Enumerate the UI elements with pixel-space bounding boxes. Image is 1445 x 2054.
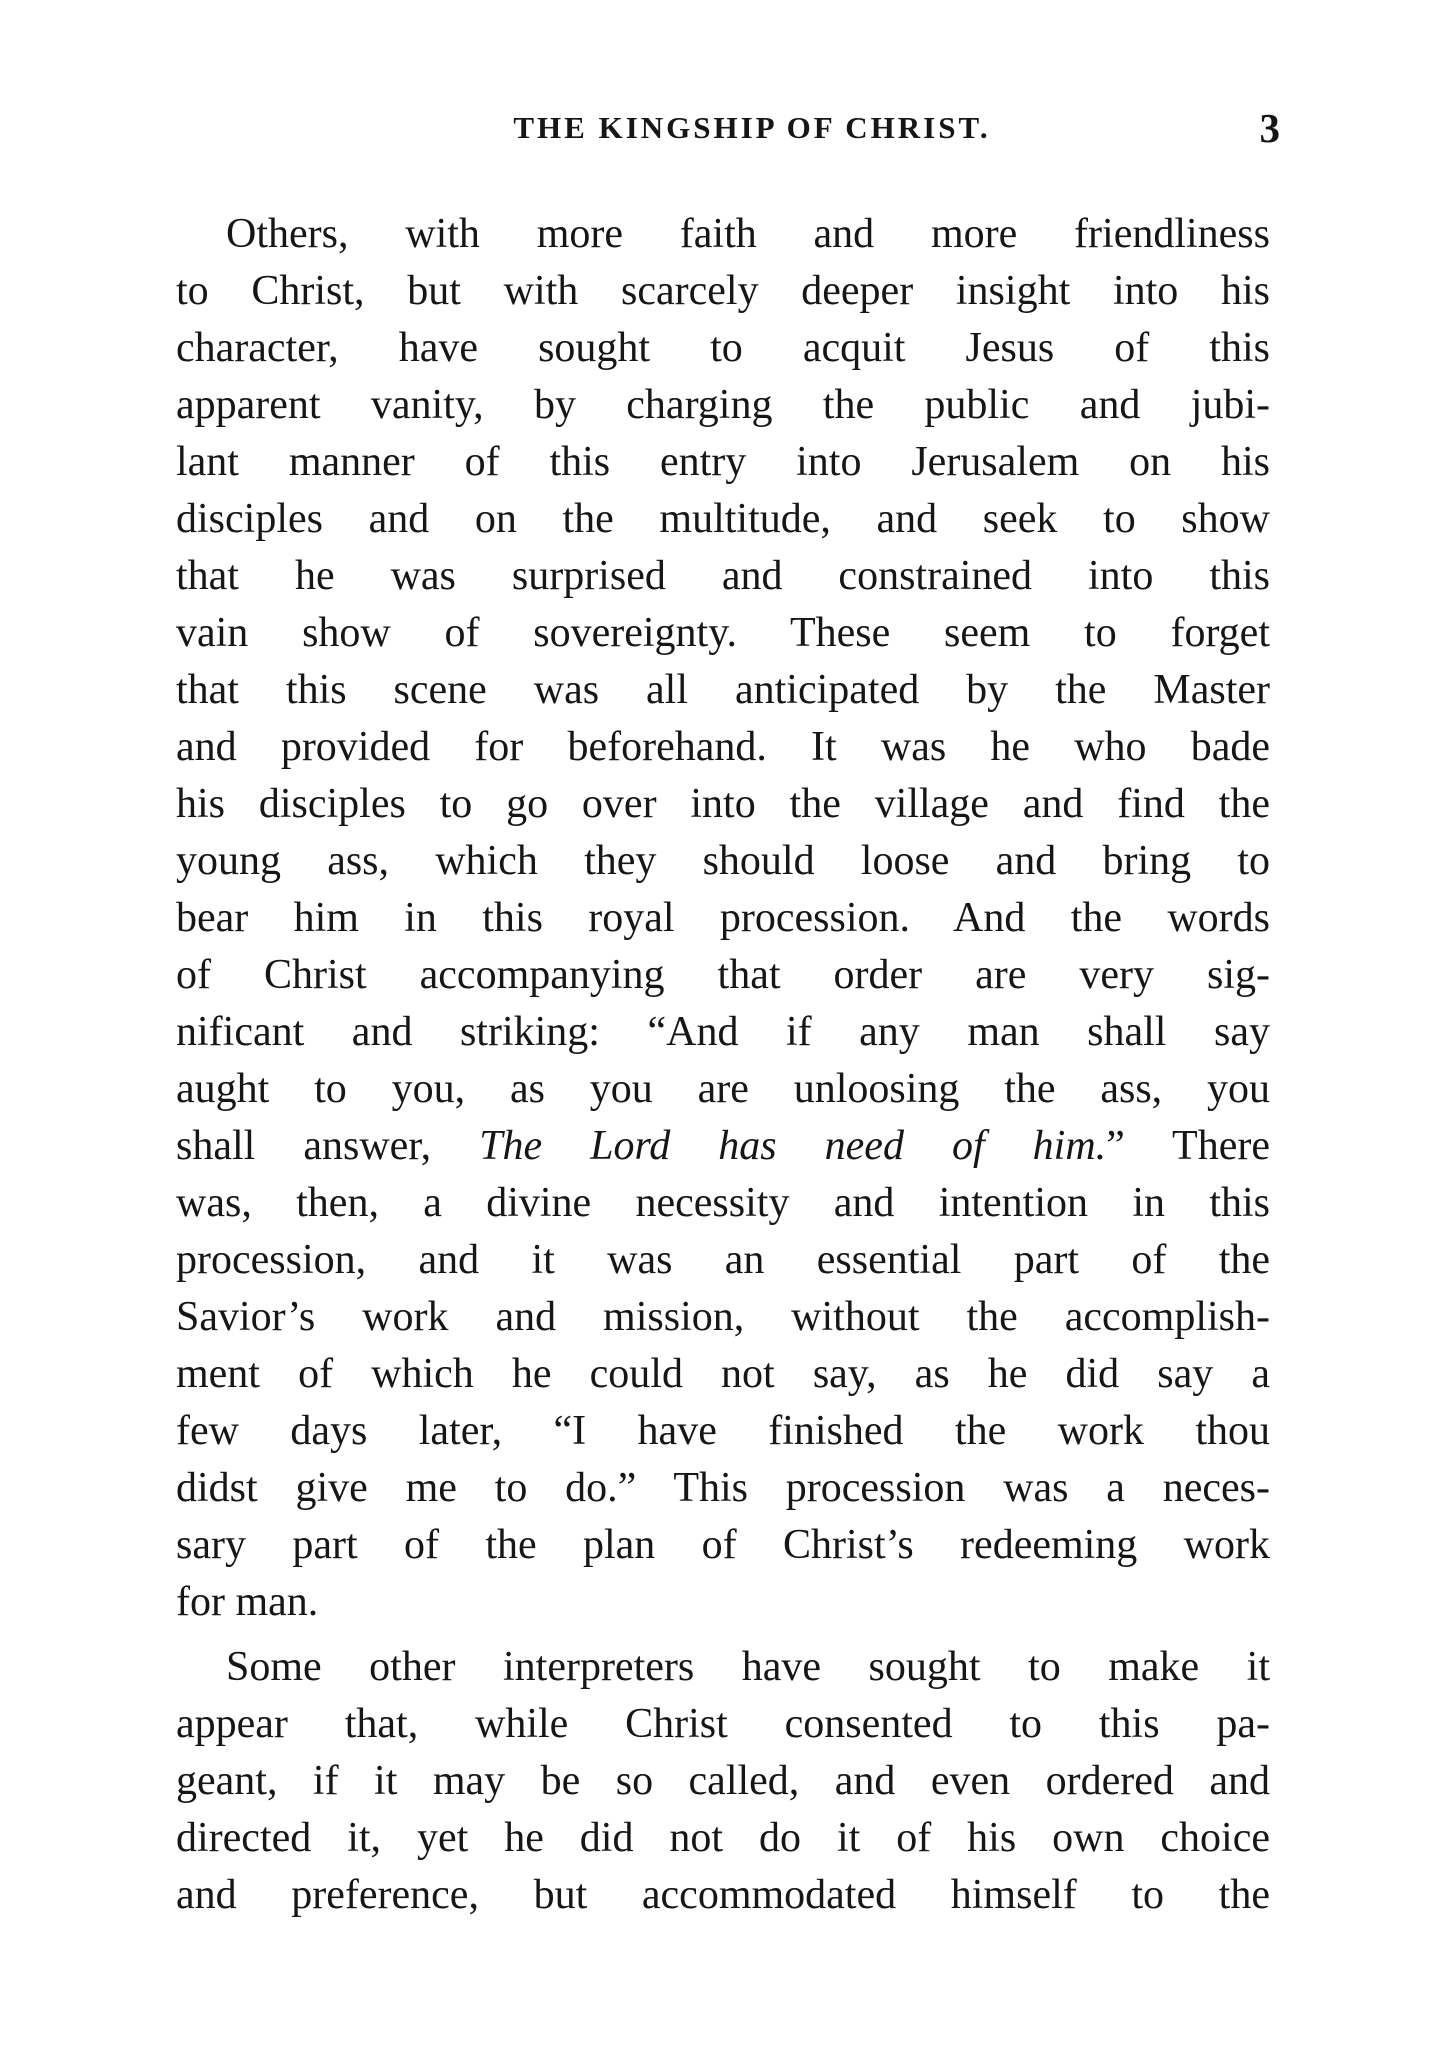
text-line: didst give me to do.” This procession was a neces- [176,1465,1270,1511]
text-line: character, have sought to acquit Jesus of this [176,325,1270,371]
text-line: bear him in this royal procession. And the words [176,895,1270,941]
text-segment: ” There [1106,1123,1270,1169]
text-line: that he was surprised and constrained into this [176,553,1270,599]
text-line: procession, and it was an essential part of the [176,1237,1270,1283]
text-line: apparent vanity, by charging the public and jubi- [176,382,1270,428]
text-line-with-italic-quote [176,1118,1270,1175]
text-line: was, then, a divine necessity and intention in this [176,1180,1270,1226]
running-head [176,105,1288,170]
running-title: THE KINGSHIP OF CHRIST. [513,110,991,145]
text-line: nificant and striking: “And if any man shall say [176,1009,1270,1055]
text-line: for man. [176,1579,319,1625]
text-line: to Christ, but with scarcely deeper insight into his [176,268,1270,314]
text-line: few days later, “I have finished the work thou [176,1408,1270,1454]
text-line: Others, with more faith and more friendliness [226,211,1270,257]
body-text [176,206,1270,1924]
text-line: Some other interpreters have sought to make it [226,1644,1270,1690]
paragraph-gap [176,1631,1270,1639]
text-line: lant manner of this entry into Jerusalem on his [176,439,1270,485]
page-number: 3 [1259,105,1280,151]
text-line: directed it, yet he did not do it of his own choice [176,1815,1270,1861]
text-line: his disciples to go over into the village and find the [176,781,1270,827]
text-line: aught to you, as you are unloosing the ass, you [176,1066,1270,1112]
text-line: geant, if it may be so called, and even ordered and [176,1758,1270,1804]
text-line: and provided for beforehand. It was he who bade [176,724,1270,770]
text-line: ment of which he could not say, as he did say a [176,1351,1270,1397]
text-line: Savior’s work and mission, without the accomplish- [176,1294,1270,1340]
text-line: young ass, which they should loose and bring to [176,838,1270,884]
text-line: vain show of sovereignty. These seem to forget [176,610,1270,656]
text-line: of Christ accompanying that order are very sig- [176,952,1270,998]
text-line: sary part of the plan of Christ’s redeeming work [176,1522,1270,1568]
text-line: that this scene was all anticipated by the Master [176,667,1270,713]
text-line: disciples and on the multitude, and seek to show [176,496,1270,542]
text-segment: shall answer, [176,1123,480,1169]
italic-quotation: The Lord has need of him. [479,1123,1107,1169]
text-line: and preference, but accommodated himself to the [176,1872,1270,1918]
text-line: appear that, while Christ consented to this pa- [176,1701,1270,1747]
